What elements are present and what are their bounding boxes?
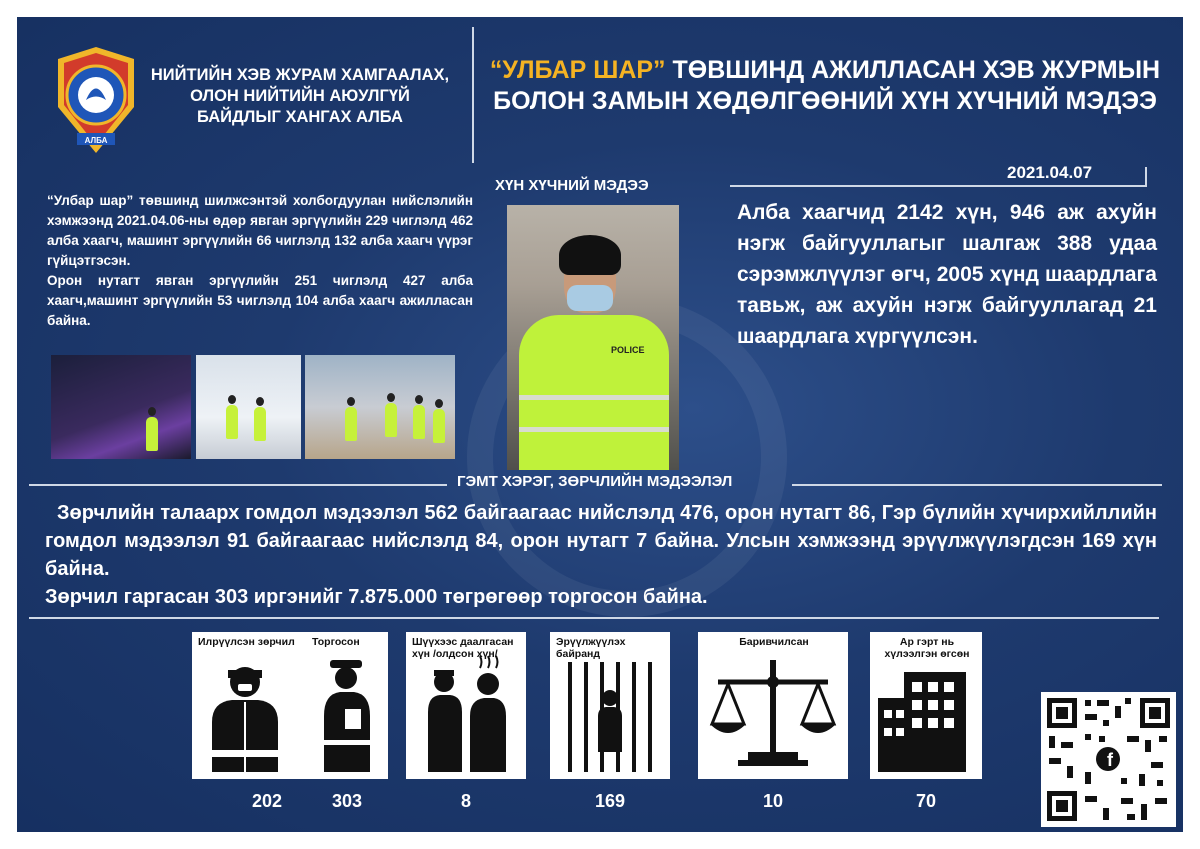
crime-paragraph-1: Зөрчлийн талаарх гомдол мэдээлэл 562 байгаагаас нийслэлд 476, орон нутагт 86, Гэр бүлийн хүчирхийллийн гомдол мэдээлэл 91 байгаагаас нийслэлд 84, орон нутагт 7 байна. Улсын хэмжээнд эрүүлжүүлэгдсэн 169 хүн байна. [45,502,1157,580]
main-title [480,55,1170,117]
crime-paragraph-2: Зөрчил гаргасан 303 иргэнийг 7.875.000 төгрөгөөр торгосон байна. [45,586,708,608]
stat-value: 70 [915,791,937,811]
stat-value: 169 [594,791,626,811]
vest-stripe-2 [519,427,669,432]
stat-value: 303 [331,791,363,811]
stat-card [406,632,526,779]
crime-details [45,499,1157,611]
org-name-line2: ОЛОН НИЙТИЙН АЮУЛГҮЙ [190,87,410,105]
jail-icon [550,632,670,779]
police-officer-photo [507,205,679,470]
manpower-summary: Алба хаагчид 2142 хүн, 946 аж ахуйн нэгж байгууллагыг шалгаж 388 удаа сэрэмжлүүлэг өгч, 2005 хүнд шаардлага тавьж, аж ахуйн нэгж байгууллагад 21 шаардлага хүргүүлсэн. [737,201,1157,348]
org-name-line3: БАЙДЛЫГ ХАНГАХ АЛБА [197,108,403,126]
winter-patrol-photo [196,355,301,459]
stat-value: 202 [251,791,283,811]
crime-section-label: ГЭМТ ХЭРЭГ, ЗӨРЧЛИЙН МЭДЭЭЛЭЛ [457,473,733,490]
stats-divider [29,617,1159,619]
vertical-divider [472,27,474,163]
date-underline [730,185,1146,187]
manpower-paragraph-2: Орон нутагт явган эргүүлийн 251 чиглэлд 427 алба хаагч,машинт эргүүлийн 53 чиглэлд 104 алба хаагч ажилласан байна. [47,273,473,328]
organization-name [145,65,455,128]
vest-police-text: POLICE [611,345,645,355]
stat-card [698,632,848,779]
stat-handed-over [870,632,982,812]
facebook-qr-code[interactable] [1041,692,1176,827]
title-line2: БОЛОН ЗАМЫН ХӨДӨЛГӨӨНИЙ ХҮН ХҮЧНИЙ МЭДЭЭ [493,87,1157,115]
stat-label: Эрүүлжүүлэх байранд [556,636,626,660]
arrest-icon [406,632,526,779]
date-underline-corner [1145,167,1147,187]
stat-detox [550,632,670,812]
vest-stripe-1 [519,395,669,400]
report-date: 2021.04.07 [1007,163,1093,182]
fining-officer-icon [306,632,388,779]
night-patrol-photo [51,355,191,459]
manpower-details [47,191,473,331]
stat-value: 10 [762,791,784,811]
stat-value: 8 [460,791,471,811]
stat-label: Баривчилсан [739,636,809,648]
svg-text:f: f [1107,750,1113,770]
section-divider-right [792,484,1162,486]
police-emblem-logo [50,45,142,157]
stat-label: Илрүүлсэн зөрчил [198,636,295,648]
title-highlight: “УЛБАР ШАР” [489,56,666,84]
officer-mask [567,285,613,311]
org-name-line1: НИЙТИЙН ХЭВ ЖУРАМ ХАМГААЛАХ, [150,66,450,84]
logo-text: АЛБА [84,136,108,145]
manpower-paragraph-1: “Улбар шар” төвшинд шилжсэнтэй холбогдуулан нийслэлийн хэмжээнд 2021.04.06-ны өдөр явган эргүүлийн 229 чиглэлд 462 алба хаагч, машинт эргүүлийн 66 чиглэлд 132 алба хаагч үүрэг гүйцэтгэсэн. [47,193,473,268]
officer-vest [519,315,669,470]
stat-card [306,632,388,779]
manpower-section-label: ХҮН ХҮЧНИЙ МЭДЭЭ [495,177,649,194]
officer-hat [559,235,621,275]
stat-label: Ар гэрт нь хүлээлгэн өгсөн [884,636,970,660]
section-divider-left [29,484,447,486]
scales-icon [698,632,848,779]
stat-label: Торгосон [312,636,360,648]
stat-arrested [698,632,848,812]
building-icon [870,632,982,779]
stat-fined [306,632,388,812]
stat-court-ordered [406,632,526,812]
stat-card [870,632,982,779]
stat-label: Шүүхээс даалгасан хүн /олдсон хүн/ [412,636,514,660]
inspection-photo [305,355,455,459]
title-line1: ТӨВШИНД АЖИЛЛАСАН ХЭВ ЖУРМЫН [665,56,1161,84]
poster [17,17,1183,832]
stat-card [550,632,670,779]
